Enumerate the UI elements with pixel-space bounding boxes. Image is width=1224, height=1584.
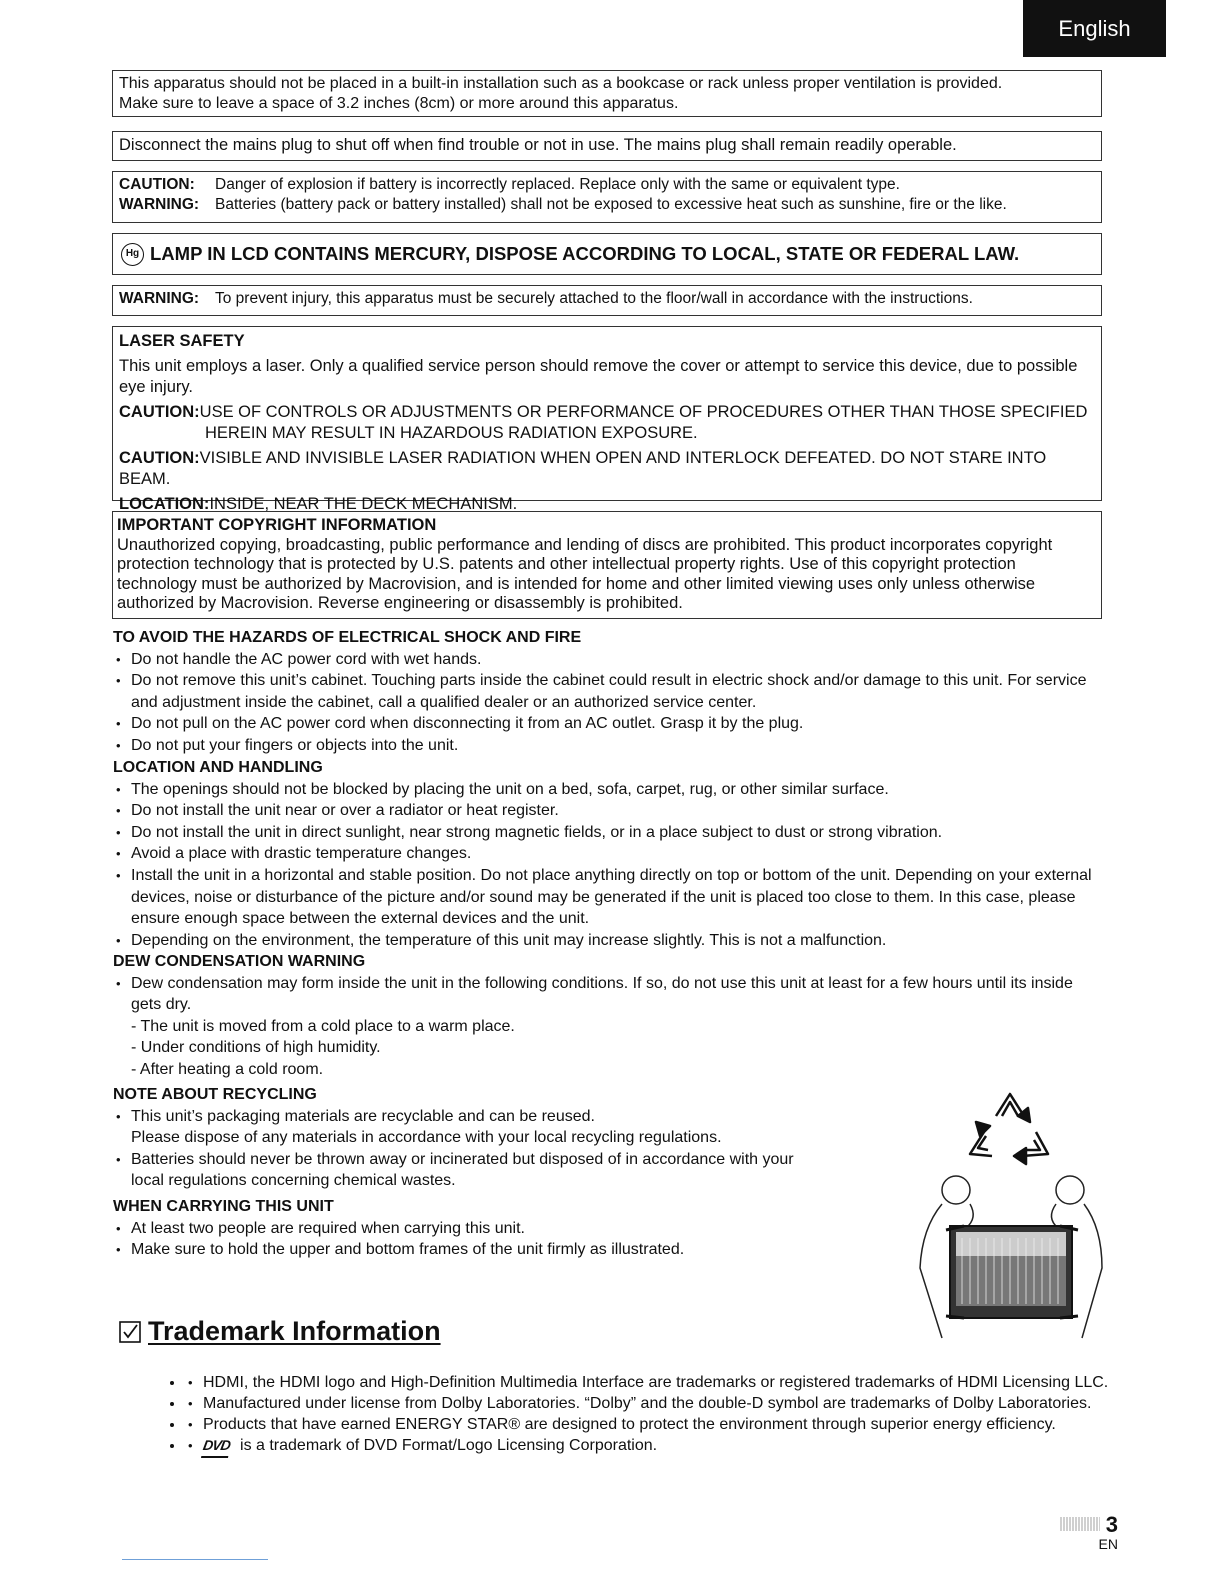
mercury-notice <box>112 233 1102 275</box>
laser-caution-2 <box>119 448 1095 490</box>
attach-row <box>119 289 1095 309</box>
laser-caution-2-label: CAUTION: <box>119 449 200 467</box>
list-item: • Avoid a place with drastic temperature changes. <box>113 843 1103 865</box>
dvd-text: is a trademark of DVD Format/Logo Licensing Corporation. <box>240 1437 658 1454</box>
carrying-title: WHEN CARRYING THIS UNIT <box>113 1198 334 1215</box>
list-item: • Do not pull on the AC power cord when disconnecting it from an AC outlet. Grasp it by the plug. <box>113 713 1103 735</box>
list-item: • Dew condensation may form inside the unit in the following conditions. If so, do not use this unit at least for a few hours until its inside gets dry. <box>113 973 1103 1016</box>
list-item: • Make sure to hold the upper and bottom frames of the unit firmly as illustrated. <box>113 1239 893 1261</box>
recycling-item-2-line-1: Batteries should never be thrown away or incinerated but disposed of in accordance with your <box>131 1150 794 1168</box>
mains-notice <box>112 131 1102 161</box>
recycling-item-1-line-1: This unit’s packaging materials are recyclable and can be reused. <box>131 1107 595 1125</box>
copyright-title: IMPORTANT COPYRIGHT INFORMATION <box>117 516 437 534</box>
ventilation-line-2: Make sure to leave a space of 3.2 inches (8cm) or more around this apparatus. <box>119 95 679 112</box>
ventilation-line-1: This apparatus should not be placed in a built-in installation such as a bookcase or rack unless proper ventilation is provided. <box>119 75 1003 92</box>
language-tab: English <box>1023 0 1166 57</box>
dew-sub-2: - Under conditions of high humidity. <box>131 1039 381 1057</box>
laser-title: LASER SAFETY <box>119 332 245 350</box>
carrying-section <box>113 1196 893 1261</box>
list-item <box>185 1435 1155 1458</box>
caution-text: Danger of explosion if battery is incorrectly replaced. Replace only with the same or equivalent type. <box>215 176 900 193</box>
hazards-title: TO AVOID THE HAZARDS OF ELECTRICAL SHOCK AND FIRE <box>113 629 582 646</box>
checkbox-icon <box>118 1320 142 1344</box>
list-item: • Install the unit in a horizontal and stable position. Do not place anything directly on top or bottom of the unit. Depending on your external devices, noise or disturbance of the picture and/or sound may be generated if the unit is placed too close to them. In this case, please ensure enough space between the external devices and the unit. <box>113 865 1103 930</box>
laser-caution-2-text: VISIBLE AND INVISIBLE LASER RADIATION WHEN OPEN AND INTERLOCK DEFEATED. DO NOT STARE INTO BEAM. <box>119 449 1047 488</box>
caution-label: CAUTION: <box>119 176 195 193</box>
list-item: • Do not remove this unit’s cabinet. Touching parts inside the cabinet could result in electric shock and/or damage to this unit. For service and adjustment inside the cabinet, call a qualified dealer or an authorized service center. <box>113 670 1103 713</box>
recycling-title: NOTE ABOUT RECYCLING <box>113 1086 317 1103</box>
warning-label: WARNING: <box>119 196 200 213</box>
attach-warning-text: To prevent injury, this apparatus must be securely attached to the floor/wall in accordance with the instructions. <box>215 290 973 307</box>
dew-section <box>113 951 1103 1081</box>
list-item: • The openings should not be blocked by placing the unit on a bed, sofa, carpet, rug, or other similar surface. <box>113 779 1103 801</box>
laser-safety <box>112 326 1102 513</box>
trademark-list <box>145 1372 1155 1458</box>
carrying-illustration-icon <box>912 1168 1108 1340</box>
ventilation-notice <box>112 70 1102 117</box>
laser-caution-1-label: CAUTION: <box>119 403 200 421</box>
battery-notice <box>112 171 1102 223</box>
page-number <box>1058 1512 1118 1552</box>
recycling-item-1-line-2: Please dispose of any materials in accordance with your local recycling regulations. <box>131 1129 722 1147</box>
page-number-value: 3 <box>1105 1512 1118 1537</box>
list-item: • • HDMI, the HDMI logo and High-Definition Multimedia Interface are trademarks or registered trademarks of HDMI Licensing LLC. <box>185 1372 1155 1393</box>
list-item: • Do not handle the AC power cord with wet hands. <box>113 649 1103 671</box>
list-item: • • Manufactured under license from Dolby Laboratories. “Dolby” and the double-D symbol are trademarks of Dolby Laboratories. <box>185 1393 1155 1414</box>
mains-text: Disconnect the mains plug to shut off when find trouble or not in use. The mains plug shall remain readily operable. <box>119 136 957 154</box>
list-item: • Do not install the unit in direct sunlight, near strong magnetic fields, or in a place subject to dust or strong vibration. <box>113 822 1103 844</box>
page-language-code: EN <box>1098 1536 1118 1552</box>
hazards-section <box>113 627 1103 757</box>
laser-intro: This unit employs a laser. Only a qualified service person should remove the cover or attempt to service this device, due to possible eye injury. <box>119 357 1078 396</box>
attach-warning <box>112 285 1102 316</box>
location-section <box>113 757 1103 951</box>
location-title: LOCATION AND HANDLING <box>113 759 323 776</box>
recycle-icon <box>958 1086 1062 1178</box>
battery-caution-row <box>119 175 1095 195</box>
laser-caution-1-line-2: HEREIN MAY RESULT IN HAZARDOUS RADIATION EXPOSURE. <box>205 424 698 442</box>
list-item: • Do not put your fingers or objects into the unit. <box>113 735 1103 757</box>
attach-warning-label: WARNING: <box>119 290 200 307</box>
list-item <box>113 1149 933 1192</box>
dvd-logo: DVD <box>201 1435 232 1458</box>
dew-sub-1: - The unit is moved from a cold place to a warm place. <box>131 1017 515 1035</box>
list-item: • At least two people are required when carrying this unit. <box>113 1218 893 1240</box>
copyright-text: Unauthorized copying, broadcasting, public performance and lending of discs are prohibited. This product incorporates copyright protection technology that is protected by U.S. patents and other intellectual property rights. Use of this copyright protection technology must be authorized by Macrovision, and is intended for home and other limited viewing uses only unless otherwise authorized by Macrovision. Reverse engineering or disassembly is prohibited. <box>117 535 1053 612</box>
list-item: • Depending on the environment, the temperature of this unit may increase slightly. This is not a malfunction. <box>113 930 1103 952</box>
trademark-title: Trademark Information <box>148 1316 441 1346</box>
copyright-notice <box>112 511 1102 619</box>
laser-location-text: INSIDE, NEAR THE DECK MECHANISM. <box>209 495 518 513</box>
recycling-section <box>113 1084 933 1192</box>
mercury-hg-icon: Hg <box>121 243 144 266</box>
dew-title: DEW CONDENSATION WARNING <box>113 953 366 970</box>
divider <box>122 1559 268 1560</box>
battery-warning-row <box>119 195 1095 215</box>
recycling-item-2-line-2: local regulations concerning chemical wastes. <box>131 1172 456 1190</box>
trademark-heading <box>118 1316 441 1347</box>
list-item: • • Products that have earned ENERGY STAR® are designed to protect the environment through superior energy efficiency. <box>185 1414 1155 1435</box>
mercury-text: LAMP IN LCD CONTAINS MERCURY, DISPOSE ACCORDING TO LOCAL, STATE OR FEDERAL LAW. <box>150 243 1020 264</box>
laser-caution-1-line-1: USE OF CONTROLS OR ADJUSTMENTS OR PERFORMANCE OF PROCEDURES OTHER THAN THOSE SPECIFIED <box>199 403 1088 421</box>
list-item: • Do not install the unit near or over a radiator or heat register. <box>113 800 1103 822</box>
laser-location-label: LOCATION: <box>119 495 210 513</box>
laser-caution-1 <box>119 402 1095 444</box>
list-item <box>113 1106 933 1149</box>
warning-text: Batteries (battery pack or battery installed) shall not be exposed to excessive heat such as sunshine, fire or the like. <box>215 196 1007 213</box>
dew-sub-3: - After heating a cold room. <box>131 1060 324 1078</box>
